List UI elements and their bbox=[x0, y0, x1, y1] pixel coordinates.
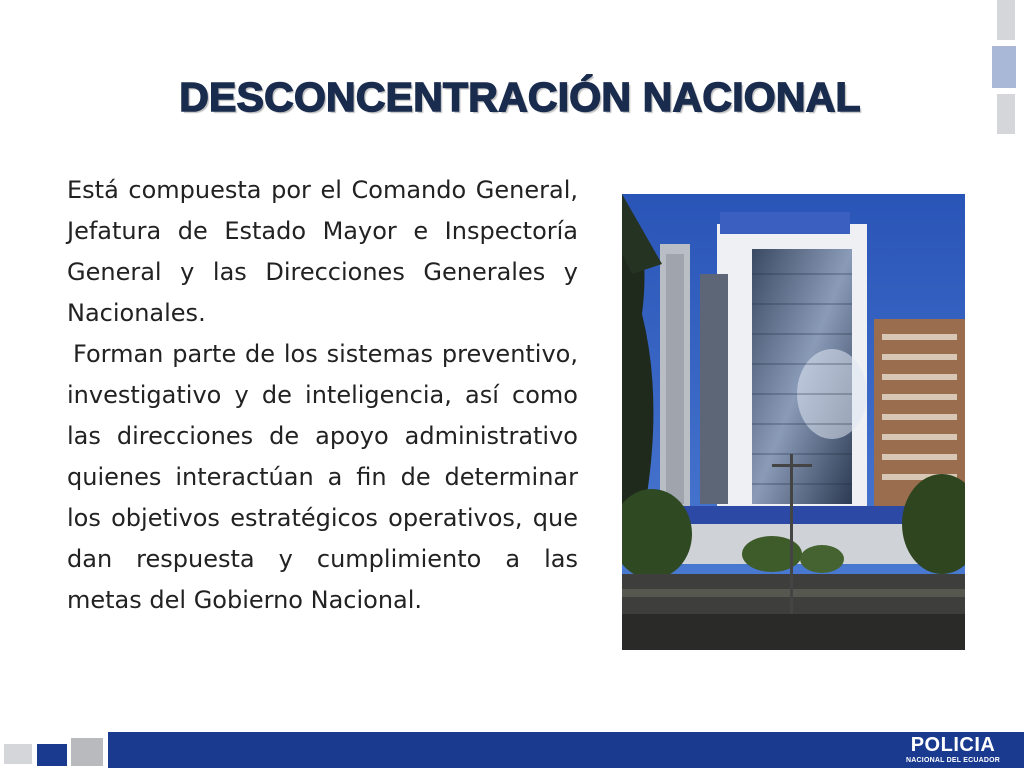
logo-main-text: POLICIA bbox=[910, 734, 996, 756]
decorative-square bbox=[37, 744, 67, 766]
decorative-square bbox=[997, 0, 1015, 40]
body-text bbox=[67, 170, 578, 621]
decorative-square bbox=[71, 738, 103, 766]
paragraph: Está compuesta por el Comando General, Jefatura de Estado Mayor e Inspectoría General y las Direcciones Generales y Nacionales. bbox=[67, 176, 578, 327]
footer-bar bbox=[108, 732, 1024, 768]
slide-title: DESCONCENTRACIÓN NACIONAL bbox=[179, 74, 861, 120]
decorative-square bbox=[4, 744, 32, 764]
police-logo bbox=[906, 734, 1000, 765]
building-photo bbox=[622, 194, 965, 650]
logo-sub-text: NACIONAL DEL ECUADOR bbox=[906, 757, 1000, 764]
paragraph: Forman parte de los sistemas preventivo, investigativo y de inteligencia, así como las direcciones de apoyo administrativo quienes interactúan a fin de determinar los objetivos estratégicos operativos, que dan respuesta y cumplimiento a las metas del Gobierno Nacional. bbox=[67, 340, 578, 614]
